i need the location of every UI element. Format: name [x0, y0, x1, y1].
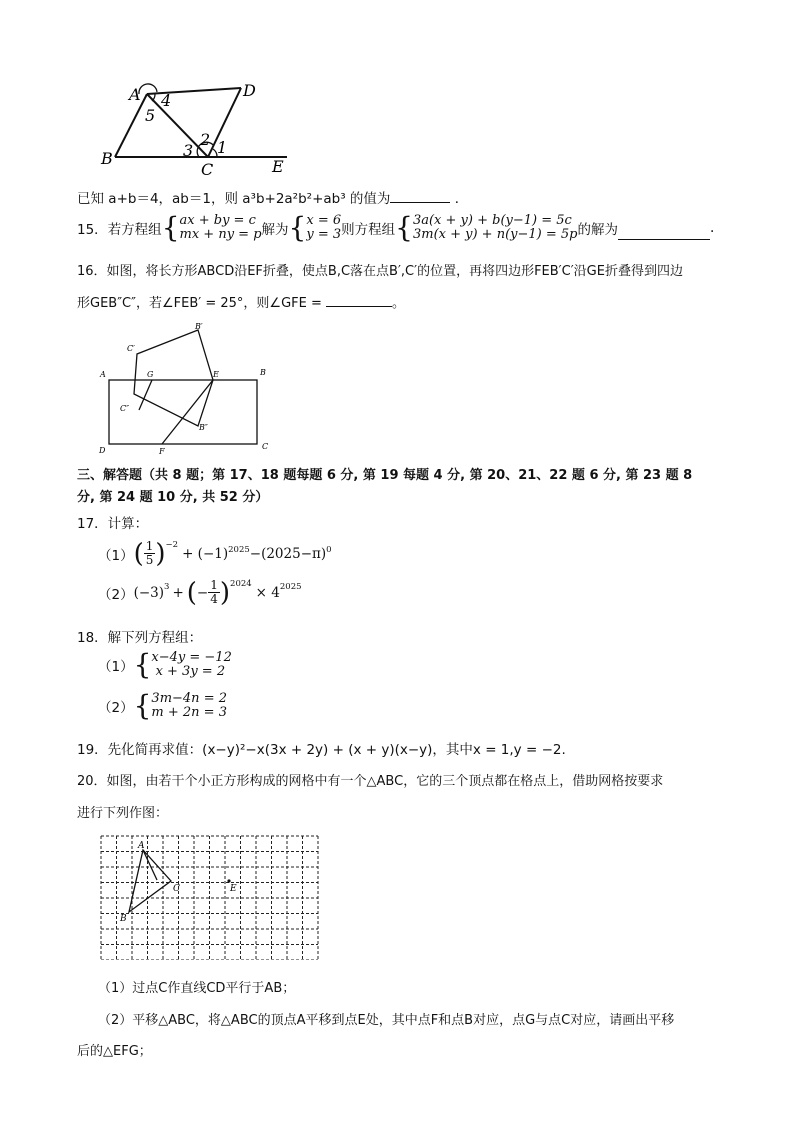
label-A: A — [138, 841, 145, 851]
question-18-part2 — [98, 689, 227, 722]
q15-text-2: 解为 — [261, 222, 289, 238]
brace: { — [395, 211, 413, 244]
label-C: C — [201, 160, 214, 178]
brace: { — [288, 211, 307, 244]
q15-sys2-row1: 3a(x + y) + b(y−1) = 5c — [412, 213, 572, 228]
q15-sol-row1: x = 6 — [306, 213, 342, 228]
label-2: 2 — [200, 130, 211, 149]
q18-p2-system — [151, 692, 227, 720]
q14-text: 已知 a+b＝4，ab＝1，则 a³b+2a²b²+ab³ 的值为 — [77, 191, 391, 207]
left-paren: ( — [133, 538, 144, 569]
q17-p1-exponent: −2 — [165, 540, 179, 550]
section-3-heading-line2: 分, 第 24 题 10 分, 共 52 分） — [77, 490, 269, 505]
q15-sys1-row1: ax + by = c — [179, 213, 256, 228]
question-17-title: 17．计算： — [77, 516, 149, 532]
q16-tail: 。 — [392, 296, 406, 311]
label-E: E — [213, 370, 219, 379]
q17-p2-fraction — [208, 579, 220, 606]
label-E: E — [230, 884, 237, 894]
label-C: C — [173, 884, 180, 894]
q16-answer-blank — [326, 294, 392, 307]
question-20-sub2-line2: 后的△EFG； — [77, 1044, 152, 1059]
q15-system-2 — [413, 214, 578, 242]
brace: { — [161, 211, 180, 244]
question-19: 19．先化简再求值：(x−y)²−x(3x + 2y) + (x + y)(x−y)，其中x = 1,y = −2. — [77, 742, 566, 758]
q15-system-1 — [180, 214, 262, 242]
denominator: 4 — [210, 592, 218, 606]
label-3: 3 — [183, 141, 194, 160]
numerator: 1 — [210, 578, 218, 592]
right-paren: ) — [219, 577, 231, 608]
point-E — [227, 879, 230, 882]
q18-p2-label: （2） — [98, 700, 134, 716]
question-20-line1: 20．如图，由若干个小正方形构成的网格中有一个△ABC，它的三个顶点都在格点上，借助网格按要求 — [77, 774, 664, 789]
question-17-part2 — [98, 579, 302, 606]
label-C: C — [262, 442, 269, 451]
right-paren: ) — [155, 538, 166, 569]
grid-triangle-figure — [99, 835, 321, 960]
label-C-double-prime: C″ — [120, 404, 130, 413]
q17-p1-term3: −(2025−π) — [249, 545, 327, 562]
question-14 — [77, 187, 468, 207]
q17-p2-exponent2: 2024 — [230, 579, 252, 589]
question-17-part1 — [98, 540, 332, 567]
label-B-double-prime: B″ — [199, 423, 208, 432]
brace: { — [133, 689, 152, 722]
q14-tail: ． — [454, 191, 469, 207]
denominator: 5 — [145, 553, 154, 567]
question-20-sub1: （1）过点C作直线CD平行于AB； — [98, 981, 296, 996]
label-A: A — [100, 370, 106, 379]
q15-number: 15． — [77, 222, 108, 238]
q15-sol-row2: y = 3 — [306, 227, 342, 242]
q15-text-4: 的解为 — [577, 222, 618, 238]
q17-p1-fraction — [144, 540, 156, 567]
brace: { — [133, 648, 152, 681]
q15-tail: . — [709, 220, 715, 236]
section-3-heading-line1: 三、解答题（共 8 题；第 17、18 题每题 6 分, 第 19 每题 4 分, 第 20、21、22 题 6 分, 第 23 题 8 — [77, 468, 693, 483]
label-D: D — [243, 81, 256, 100]
q15-sys1-row2: mx + ny = p — [179, 227, 262, 242]
question-18-title: 18．解下列方程组： — [77, 630, 203, 646]
question-20-sub2-line1: （2）平移△ABC，将△ABC的顶点A平移到点E处，其中点F和点B对应，点G与点C对应，请画出平移 — [98, 1013, 675, 1028]
q17-p2-minus: − — [196, 584, 209, 601]
q17-p2-exponent1: 3 — [164, 582, 170, 592]
q18-p1-label: （1） — [98, 659, 134, 675]
q17-p2-exponent3: 2025 — [279, 582, 302, 592]
q17-p1-exponent2: 2025 — [228, 545, 250, 555]
label-1: 1 — [217, 138, 228, 157]
numerator: 1 — [145, 539, 154, 553]
label-B: B — [101, 149, 113, 168]
folded-rectangle-figure — [92, 318, 277, 456]
label-B-prime: B′ — [195, 322, 203, 331]
q18-p2-row2: m + 2n = 3 — [151, 705, 227, 720]
q14-answer-blank — [390, 190, 450, 203]
q17-p2-label: （2） — [98, 586, 134, 603]
label-4: 4 — [161, 91, 172, 110]
q15-solution — [306, 214, 341, 242]
q18-p2-row1: 3m−4n = 2 — [151, 691, 227, 706]
q15-answer-blank — [618, 227, 710, 240]
question-20-line2: 进行下列作图： — [77, 806, 169, 821]
question-18-part1 — [98, 648, 232, 681]
parallelogram-figure — [95, 78, 305, 178]
question-15 — [77, 211, 715, 244]
label-D: D — [99, 446, 106, 455]
q15-text-1: 若方程组 — [107, 222, 162, 238]
q17-p1-label: （1） — [98, 547, 134, 564]
question-16-line1: 16．如图，将长方形ABCD沿EF折叠，使点B,C落在点B′,C′的位置，再将四边形FEB′C′沿GE折叠得到四边 — [77, 264, 683, 279]
q18-p1-system — [151, 651, 231, 679]
q16-text: 形GEB″C″，若∠FEB′ = 25°，则∠GFE = — [77, 296, 322, 311]
label-C-prime: C′ — [127, 344, 135, 353]
q15-sys2-row2: 3m(x + y) + n(y−1) = 5p — [412, 227, 578, 242]
q17-p2-times: × 4 — [255, 584, 280, 601]
label-E: E — [272, 157, 284, 176]
q17-p1-term2: + (−1) — [182, 545, 229, 562]
label-G: G — [147, 370, 154, 379]
q17-p2-plus: + — [172, 584, 184, 601]
label-A: A — [129, 85, 141, 104]
label-B: B — [120, 914, 127, 924]
q17-p2-term1: (−3) — [133, 584, 165, 601]
q15-text-3: 则方程组 — [341, 222, 396, 238]
label-F: F — [159, 447, 165, 456]
q18-p1-row1: x−4y = −12 — [151, 650, 232, 665]
label-B: B — [260, 368, 266, 377]
question-16-line2 — [77, 292, 405, 311]
q18-p1-row2: x + 3y = 2 — [155, 664, 226, 679]
label-5: 5 — [145, 106, 156, 125]
q17-p1-exponent3: 0 — [326, 545, 332, 555]
left-paren: ( — [186, 577, 197, 608]
